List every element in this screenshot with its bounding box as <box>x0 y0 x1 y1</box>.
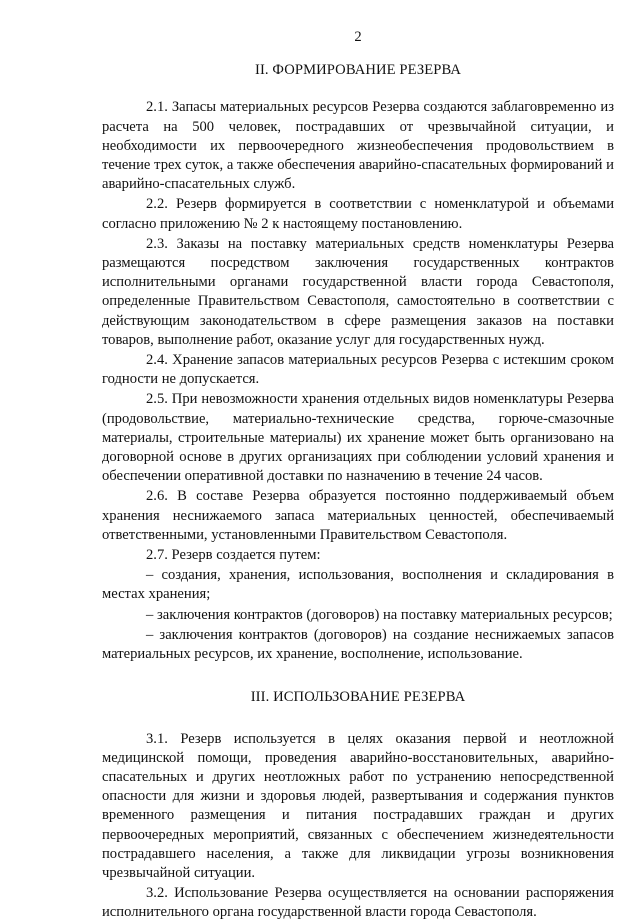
paragraph-2-4: 2.4. Хранение запасов материальных ресурсов Резерва с истекшим сроком годности не допускается. <box>102 352 614 388</box>
paragraph-2-5: 2.5. При невозможности хранения отдельных видов номенклатуры Резерва (продовольствие, материально-технические средства, горюче-смазочные материалы, строительные материалы) их хранение может быть организовано на договорной основе в других организациях при соблюдении условий хранения и обеспечении оперативной доставки по назначению в течение 24 часов. <box>102 391 614 485</box>
paragraph-3-2: 3.2. Использование Резерва осуществляется на основании распоряжения исполнительного органа государственной власти города Севастополя. <box>102 885 614 921</box>
paragraph-2-7: 2.7. Резерв создается путем: <box>146 547 321 564</box>
paragraph-2-3: 2.3. Заказы на поставку материальных средств номенклатуры Резерва размещаются посредством заключения государственных контрактов исполнительными органами государственной власти города Севастополя, определенные Правительством Севастополя, самостоятельно в соответствии с действующим законодательством в сфере размещения заказов на поставки товаров, выполнение работ, оказание услуг для государственных нужд. <box>102 235 614 348</box>
paragraph-2-6: 2.6. В составе Резерва образуется постоянно поддерживаемый объем хранения неснижаемого запаса материальных ценностей, обеспечиваемый ответственными, установленными Правительством Севастополя. <box>102 488 614 543</box>
list-item-storage: – создания, хранения, использования, восполнения и складирования в местах хранения; <box>102 567 614 603</box>
document-page <box>102 28 614 923</box>
paragraph-2-2: 2.2. Резерв формируется в соответствии с номенклатурой и объемами согласно приложению № 2 к настоящему постановлению. <box>102 196 614 232</box>
list-item-supply-contracts: – заключения контрактов (договоров) на поставку материальных ресурсов; <box>146 606 613 623</box>
paragraph-3-1: 3.1. Резерв используется в целях оказания первой и неотложной медицинской помощи, проведения аварийно-восстановительных, аварийно-спасательных и других неотложных работ по устранению непосредственной опасности для жизни и здоровья людей, развертывания и содержания пунктов временного размещения и питания пострадавших граждан и других первоочередных мероприятий, связанных с обеспечением жизнедеятельности пострадавшего населения, а также для ликвидации угрозы возникновения чрезвычайной ситуации. <box>102 730 614 881</box>
list-item-reserve-contracts: – заключения контрактов (договоров) на создание неснижаемых запасов материальных ресурсов, их хранение, восполнение, использование. <box>102 626 614 663</box>
page-number: 2 <box>354 29 362 45</box>
section-heading-usage: III. ИСПОЛЬЗОВАНИЕ РЕЗЕРВА <box>250 689 466 706</box>
paragraph-2-1: 2.1. Запасы материальных ресурсов Резерва создаются заблаговременно из расчета на 500 человек, пострадавших от чрезвычайной ситуации, и необходимости их первоочередного жизнеобеспечения продовольствием в течение трех суток, а также обеспечения аварийно-спасательных формирований и аварийно-спасательных служб. <box>102 99 614 193</box>
section-heading-formation: II. ФОРМИРОВАНИЕ РЕЗЕРВА <box>254 62 462 79</box>
